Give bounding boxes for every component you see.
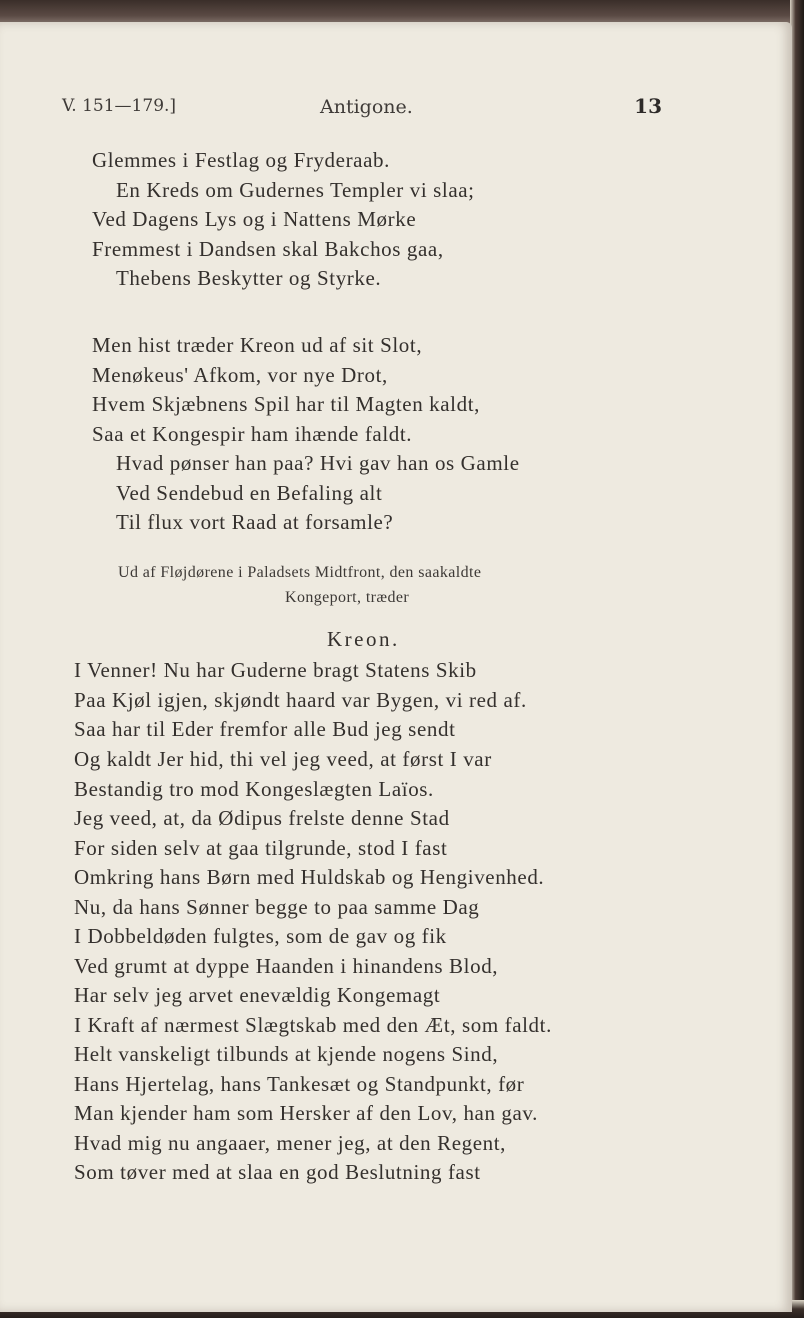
speech-line: Nu, da hans Sønner begge to paa samme Dag (74, 895, 480, 919)
page-number: 13 (634, 94, 662, 118)
verse-line: Thebens Beskytter og Styrke. (116, 266, 382, 290)
verse-line: Ved Dagens Lys og i Nattens Mørke (92, 207, 417, 231)
speech-line: I Dobbeldøden fulgtes, som de gav og fik (74, 924, 447, 948)
speech-line: Omkring hans Børn med Huldskab og Hengivenhed. (74, 865, 545, 889)
verse-line: Ved Sendebud en Befaling alt (116, 481, 383, 505)
speech-line: I Kraft af nærmest Slægtskab med den Æt, som faldt. (74, 1013, 552, 1037)
stage-direction-line: Ud af Fløjdørene i Paladsets Midtfront, den saakaldte (118, 564, 482, 581)
speech-line: I Venner! Nu har Guderne bragt Statens Skib (74, 658, 477, 682)
verse-range: V. 151—179.] (62, 96, 177, 116)
verse-line: Hvad pønser han paa? Hvi gav han os Gamle (116, 451, 520, 475)
verse-line: En Kreds om Gudernes Templer vi slaa; (116, 178, 475, 202)
verse-line: Saa et Kongespir ham ihænde faldt. (92, 422, 413, 446)
verse-line: Til flux vort Raad at forsamle? (116, 510, 394, 534)
verse-line: Hvem Skjæbnens Spil har til Magten kaldt, (92, 392, 480, 416)
speech-line: Jeg veed, at, da Ødipus frelste denne Stad (74, 806, 450, 830)
speech-line: Hans Hjertelag, hans Tankesæt og Standpunkt, før (74, 1072, 525, 1096)
speech-line: Saa har til Eder fremfor alle Bud jeg sendt (74, 717, 456, 741)
verse-line: Menøkeus' Afkom, vor nye Drot, (92, 363, 388, 387)
verse-line: Glemmes i Festlag og Fryderaab. (92, 148, 390, 172)
speech-line: Og kaldt Jer hid, thi vel jeg veed, at først I var (74, 747, 492, 771)
speech-line: Har selv jeg arvet enevældig Kongemagt (74, 983, 441, 1007)
running-header (62, 96, 662, 126)
speech-line: Bestandig tro mod Kongeslægten Laïos. (74, 777, 434, 801)
speech-line: Ved grumt at dyppe Haanden i hinandens Blod, (74, 954, 499, 978)
page-title: Antigone. (320, 96, 413, 118)
speech-line: Man kjender ham som Hersker af den Lov, han gav. (74, 1101, 539, 1125)
book-binding-edge (790, 0, 804, 1318)
speaker-name: Kreon. (327, 627, 400, 651)
speech-line: For siden selv at gaa tilgrunde, stod I fast (74, 836, 448, 860)
speech-line: Som tøver med at slaa en god Beslutning fast (74, 1160, 481, 1184)
speech-line: Helt vanskeligt tilbunds at kjende nogens Sind, (74, 1042, 499, 1066)
speech-line: Paa Kjøl igjen, skjøndt haard var Bygen, vi red af. (74, 688, 527, 712)
speech-line: Hvad mig nu angaaer, mener jeg, at den Regent, (74, 1131, 507, 1155)
stage-direction-line: Kongeport, træder (285, 589, 410, 606)
verse-line: Men hist træder Kreon ud af sit Slot, (92, 333, 423, 357)
verse-line: Fremmest i Dandsen skal Bakchos gaa, (92, 237, 444, 261)
